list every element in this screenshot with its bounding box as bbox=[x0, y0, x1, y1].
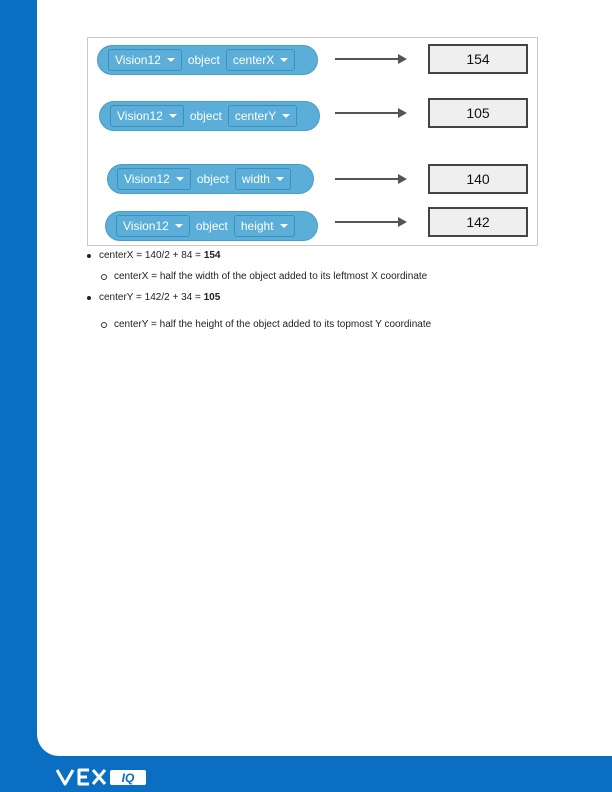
value-box-centerx: 154 bbox=[428, 44, 528, 74]
vex-iq-logo bbox=[55, 764, 155, 788]
sensor-dropdown[interactable] bbox=[117, 168, 191, 190]
bullet-text: centerY = 142/2 + 34 = bbox=[99, 292, 204, 303]
sub-bullet-ring bbox=[101, 274, 107, 280]
property-dropdown-label: centerX bbox=[232, 53, 275, 67]
vision-block-width bbox=[107, 164, 314, 194]
arrow-icon bbox=[335, 178, 405, 180]
vision-block-height bbox=[105, 211, 318, 241]
property-dropdown-label: width bbox=[241, 172, 270, 186]
property-dropdown[interactable] bbox=[226, 49, 295, 71]
caret-down-icon bbox=[175, 224, 183, 228]
value-box-centery: 105 bbox=[428, 98, 528, 128]
sub-bullet-ring bbox=[101, 322, 107, 328]
value-box-height: 142 bbox=[428, 207, 528, 237]
caret-down-icon bbox=[280, 58, 288, 62]
caret-down-icon bbox=[167, 58, 175, 62]
object-label: object bbox=[187, 53, 220, 67]
sensor-dropdown-label: Vision12 bbox=[117, 109, 163, 123]
bullet-result: 154 bbox=[203, 250, 221, 261]
bullet-centerx bbox=[99, 250, 221, 261]
sensor-dropdown[interactable] bbox=[108, 49, 182, 71]
bullet-result: 105 bbox=[203, 292, 221, 303]
arrow-icon bbox=[335, 112, 405, 114]
value-box-width: 140 bbox=[428, 164, 528, 194]
sensor-dropdown-label: Vision12 bbox=[124, 172, 170, 186]
bullet-text: centerX = 140/2 + 84 = bbox=[99, 250, 204, 261]
property-dropdown[interactable] bbox=[235, 168, 291, 190]
sensor-dropdown-label: Vision12 bbox=[115, 53, 161, 67]
caret-down-icon bbox=[280, 224, 288, 228]
caret-down-icon bbox=[282, 114, 290, 118]
object-label: object bbox=[195, 219, 228, 233]
sensor-dropdown[interactable] bbox=[116, 215, 190, 237]
caret-down-icon bbox=[176, 177, 184, 181]
property-dropdown-label: height bbox=[240, 219, 274, 233]
arrow-icon bbox=[335, 221, 405, 223]
arrow-icon bbox=[335, 58, 405, 60]
object-label: object bbox=[196, 172, 229, 186]
caret-down-icon bbox=[276, 177, 284, 181]
svg-text:IQ: IQ bbox=[121, 771, 135, 785]
vision-figure bbox=[87, 37, 538, 246]
bullet-centery bbox=[99, 292, 220, 303]
caret-down-icon bbox=[169, 114, 177, 118]
sub-bullet-centerx: centerX = half the width of the object added to its leftmost X coordinate bbox=[114, 271, 428, 282]
property-dropdown[interactable] bbox=[228, 105, 297, 127]
property-dropdown[interactable] bbox=[234, 215, 295, 237]
sensor-dropdown[interactable] bbox=[110, 105, 184, 127]
sub-bullet-centery: centerY = half the height of the object added to its topmost Y coordinate bbox=[114, 319, 432, 330]
bullet-dot bbox=[87, 296, 91, 300]
bullet-dot bbox=[87, 254, 91, 258]
property-dropdown-label: centerY bbox=[234, 109, 277, 123]
sensor-dropdown-label: Vision12 bbox=[123, 219, 169, 233]
vision-block-centery bbox=[99, 101, 320, 131]
object-label: object bbox=[189, 109, 222, 123]
vision-block-centerx bbox=[97, 45, 318, 75]
